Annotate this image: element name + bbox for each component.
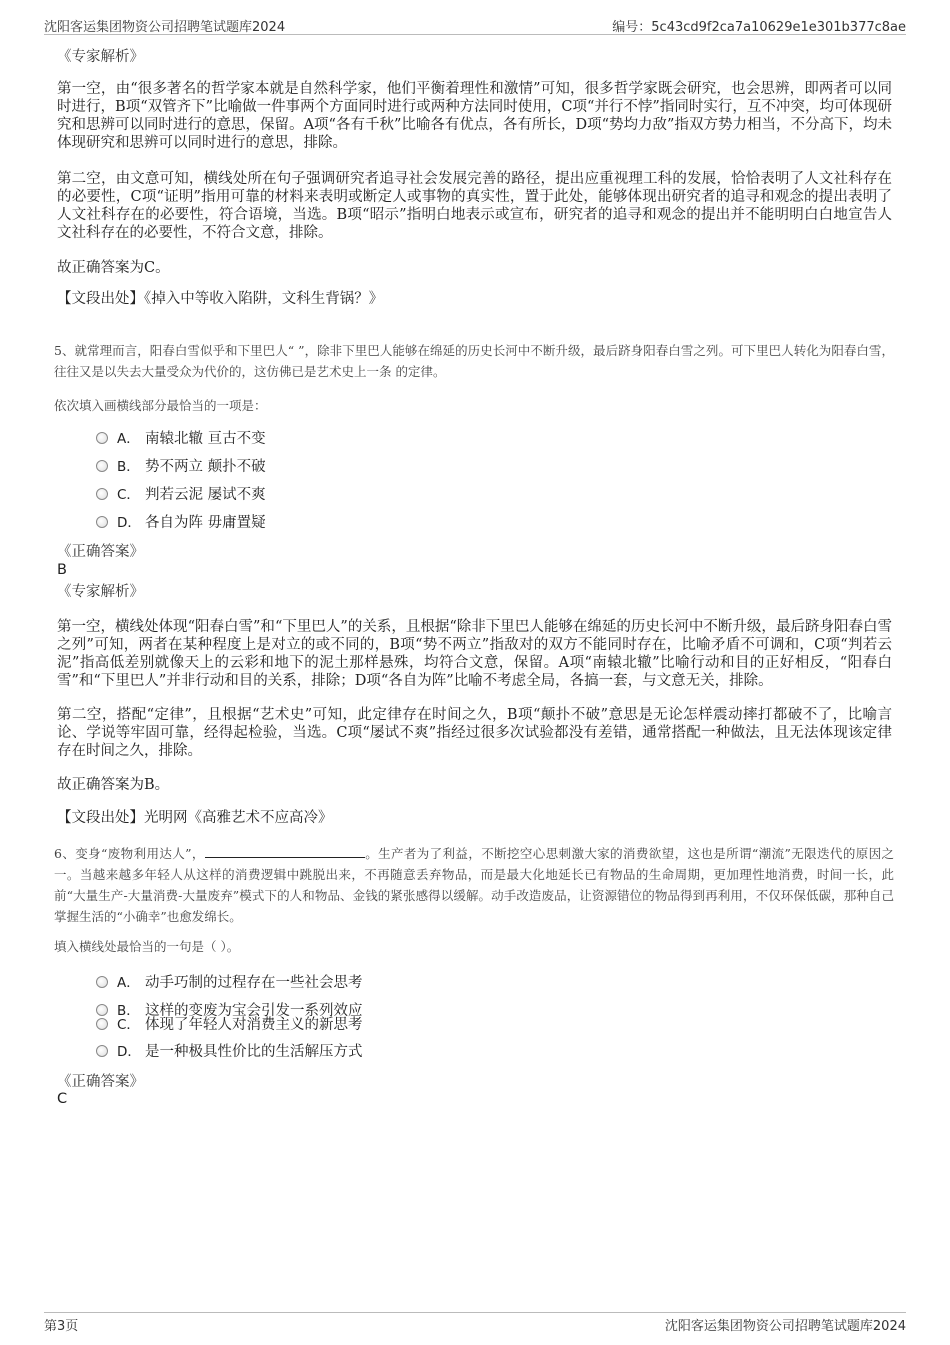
option-text: 各自为阵 毋庸置疑: [145, 515, 266, 531]
q4-analysis-label: 《专家解析》: [57, 49, 144, 65]
option-text: 这样的变废为宝会引发一系列效应: [145, 1003, 363, 1019]
option-letter: C．: [117, 1017, 140, 1033]
radio-icon[interactable]: [96, 1018, 108, 1030]
radio-icon[interactable]: [96, 460, 108, 472]
q5-analysis-paragraph-2: 第二空，搭配“定律”，且根据“艺术史”可知，此定律存在时间之久，B项“颠扑不破”意思是无论怎样震动摔打都破不了，比喻言论、学说等牢固可靠，经得起检验，当选。C项“屡试不爽”指经过很多次试验都没有差错，通常搭配一种做法，且无法体现该定律存在时间之久，排除。: [57, 707, 892, 759]
q5-analysis-paragraph-1: 第一空，横线处体现“阳春白雪”和“下里巴人”的关系，且根据“除非下里巴人能够在绵延的历史长河中不断升级，最后跻身阳春白雪之列”可知，两者在某种程度上是对立的或不同的，B项“势不两立”指敌对的双方不能同时存在，比喻矛盾不可调和，C项“判若云泥”指高低差别就像天上的云彩和地下的泥土那样悬殊，均符合文意，保留。A项“南辕北辙”比喻行动和目的正好相反，“阳春白雪”和“下里巴人”并非行动和目的关系，排除；D项“各自为阵”比喻不考虑全局，各搞一套，与文意无关，排除。: [57, 619, 892, 689]
option-letter: A．: [117, 431, 140, 447]
option-text: 势不两立 颠扑不破: [145, 459, 266, 475]
radio-icon[interactable]: [96, 432, 108, 444]
q5-answer: B: [57, 562, 67, 578]
q5-option-c[interactable]: [96, 486, 266, 504]
option-letter: B．: [117, 459, 140, 475]
page-footer: [44, 1312, 906, 1333]
q5-prompt: 依次填入画横线部分最恰当的一项是：: [54, 398, 267, 413]
q4-analysis-paragraph-1: 第一空，由“很多著名的哲学家本就是自然科学家，他们平衡着理性和激情”可知，很多哲学家既会研究，也会思辨，即两者可以同时进行，B项“双管齐下”比喻做一件事两个方面同时进行或两种方法同时使用，C项“并行不悖”指同时实行，互不冲突，均可体现研究和思辨可以同时进行的意思，保留。A项“各有千秋”比喻各有优点，各有所长，D项“势均力敌”指双方势力相当，不分高下，均未体现研究和思辨可以同时进行的意思，排除。: [57, 81, 892, 151]
q5-option-a[interactable]: [96, 430, 266, 448]
q5-source: 【文段出处】光明网《高雅艺术不应高冷》: [57, 810, 333, 826]
q6-option-c[interactable]: [96, 1016, 363, 1034]
q6-option-d[interactable]: [96, 1043, 363, 1061]
radio-icon[interactable]: [96, 1045, 108, 1057]
page-number: 第3页: [44, 1319, 79, 1334]
option-letter: C．: [117, 487, 140, 503]
option-letter: D．: [117, 515, 141, 531]
q4-analysis-paragraph-2: 第二空，由文意可知，横线处所在句子强调研究者追寻社会发展完善的路径，提出应重视理工科的发展，恰恰表明了人文社科存在的必要性，C项“证明”指用可靠的材料来表明或断定人或事物的真实性，置于此处，能够体现出研究者的追寻和观念的提出表明了人文社科存在的必要性，符合语境，当选。B项“昭示”指明白地表示或宣布，研究者的追寻和观念的提出并不能明明白白地宣告人文社科存在的必要性，不符合文意，排除。: [57, 171, 892, 241]
q6-answer: C: [57, 1091, 68, 1107]
option-text: 判若云泥 屡试不爽: [145, 487, 266, 503]
q5-analysis-label: 《专家解析》: [57, 584, 144, 600]
q4-conclusion: 故正确答案为C。: [57, 260, 170, 276]
option-letter: B．: [117, 1003, 140, 1019]
q4-source: 【文段出处】《掉入中等收入陷阱，文科生背锅？》: [57, 291, 384, 307]
q5-conclusion: 故正确答案为B。: [57, 777, 170, 793]
q6-answer-label: 《正确答案》: [57, 1074, 144, 1090]
radio-icon[interactable]: [96, 516, 108, 528]
q5-answer-label: 《正确答案》: [57, 544, 144, 560]
footer-title: 沈阳客运集团物资公司招聘笔试题库2024: [664, 1319, 906, 1334]
q6-stem-lead: 6、变身“废物利用达人”，: [54, 846, 205, 861]
q6-stem: [54, 843, 894, 927]
fill-blank: [205, 846, 365, 858]
q5-option-b[interactable]: [96, 458, 266, 476]
option-text: 是一种极具性价比的生活解压方式: [145, 1044, 363, 1060]
radio-icon[interactable]: [96, 488, 108, 500]
q5-stem: 5、就常理而言，阳春白雪似乎和下里巴人“ ”，除非下里巴人能够在绵延的历史长河中不断升级，最后跻身阳春白雪之列。可下里巴人转化为阳春白雪，往往又是以失去大量受众为代价的，这仿佛已是艺术史上一条 的定律。: [54, 343, 894, 379]
option-text: 动手巧制的过程存在一些社会思考: [145, 975, 363, 991]
q6-stem-body: 。生产者为了利益，不断挖空心思刺激大家的消费欲望，这也是所谓“潮流”无限迭代的原因之一。当越来越多年轻人从这样的消费逻辑中跳脱出来，不再随意丢弃物品，而是最大化地延长已有物品的生命周期，更加理性地消费，时间一长，此前“大量生产-大量消费-大量废弃”模式下的人和物品、金钱的紧张感得以缓解。动手改造废品，让资源错位的物品得到再利用，不仅环保低碳，那种自己掌握生活的“小确幸”也愈发绵长。: [54, 846, 894, 924]
header-title: 沈阳客运集团物资公司招聘笔试题库2024: [44, 20, 286, 35]
option-letter: D．: [117, 1044, 141, 1060]
radio-icon[interactable]: [96, 976, 108, 988]
q6-prompt: 填入横线处最恰当的一句是（ ）。: [54, 939, 240, 954]
q5-option-d[interactable]: [96, 514, 266, 532]
option-text: 体现了年轻人对消费主义的新思考: [145, 1017, 363, 1033]
document-code: 编号：5c43cd9f2ca7a10629e1e301b377c8ae: [612, 20, 906, 35]
option-text: 南辕北辙 亘古不变: [145, 431, 266, 447]
radio-icon[interactable]: [96, 1004, 108, 1016]
page-header: [44, 14, 906, 35]
q6-option-a[interactable]: [96, 974, 363, 992]
option-letter: A．: [117, 975, 140, 991]
